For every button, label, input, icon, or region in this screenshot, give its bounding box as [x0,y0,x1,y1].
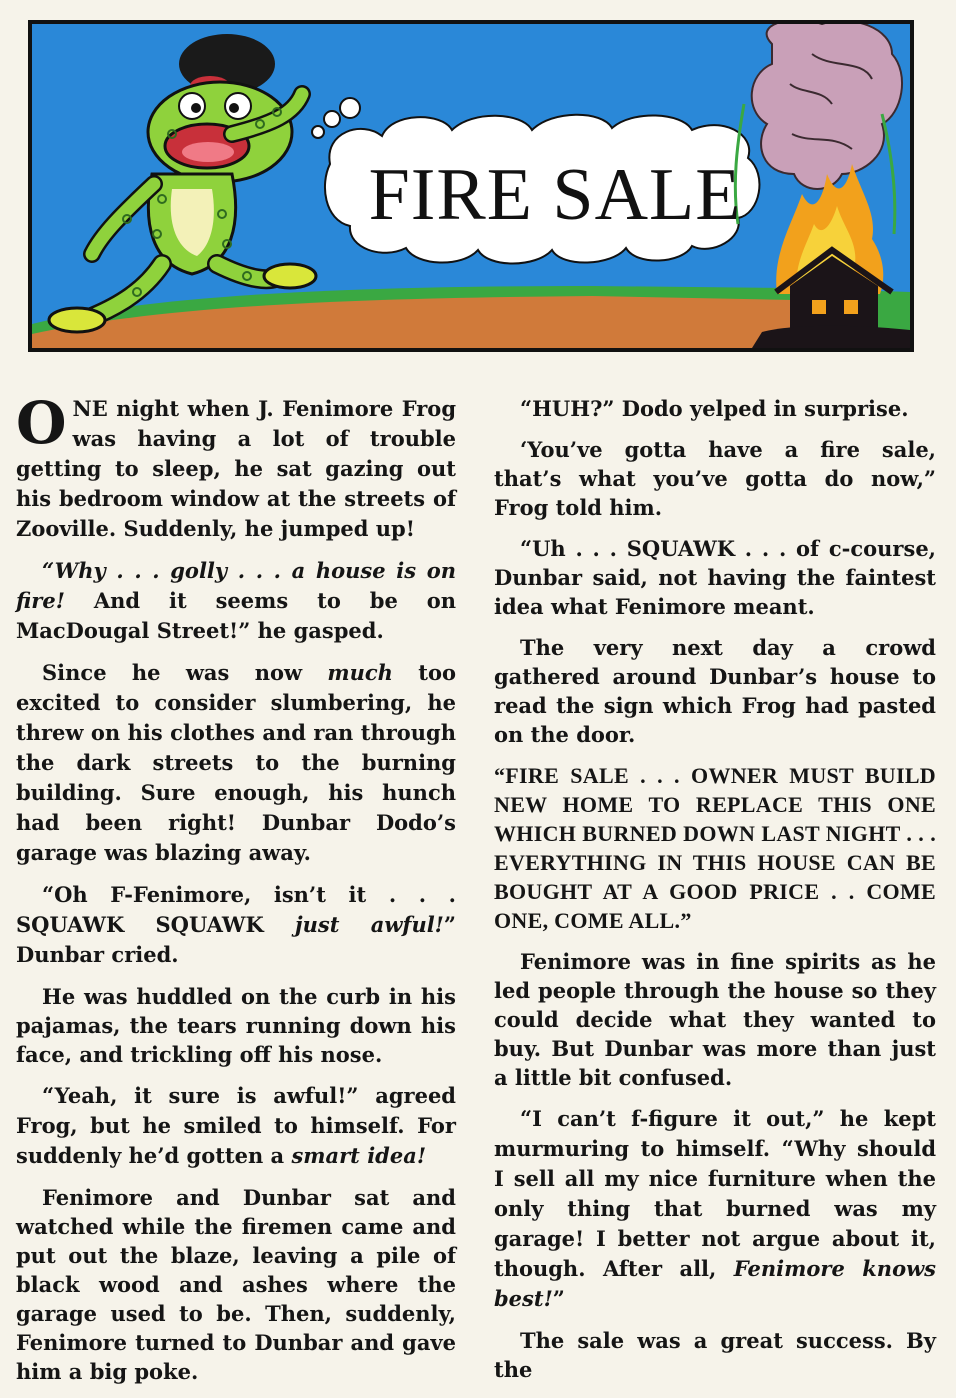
paragraph-9: ‘You’ve gotta have a fire sale, that’s what you’ve gotta do now,” Frog told him. [494,437,936,520]
title-cloud [350,136,760,254]
drop-cap: O [16,389,67,457]
paragraph-8: “HUH?” Dodo yelped in surprise. [520,396,909,421]
paragraph-7: Fenimore and Dunbar sat and watched while the firemen came and put out the blaze, leaving a pile of black wood and ashes where the garage used to be. Then, suddenly, Fenimore turned to Dunbar and gave him a big poke. [16,1185,456,1384]
left-column [16,389,457,1398]
paragraph-4: “Oh F-Fenimore, isn’t it . . . SQUAWK SQUAWK just awful!” Dunbar cried. [16,882,456,967]
story-title: FIRE SALE [368,153,742,236]
right-column [494,394,936,1396]
paragraph-2: “Why . . . golly . . . a house is on fire! And it seems to be on MacDougal Street!” he gasped. [16,558,456,643]
paragraph-10: “Uh . . . SQUAWK . . . of c-course, Dunbar said, not having the faintest idea what Fenimore meant. [494,536,936,619]
fire-sale-sign-text: “FIRE SALE . . . OWNER MUST BUILD NEW HOME TO REPLACE THIS ONE WHICH BURNED DOWN LAST NIGHT . . . EVERYTHING IN THIS HOUSE CAN BE BOUGHT AT A GOOD PRICE . . COME ONE, COME ALL.” [494,763,936,933]
paragraph-3: Since he was now much too excited to consider slumbering, he threw on his clothes and ran through the dark streets to the burning building. Sure enough, his hunch had been right! Dunbar Dodo’s garage was blazing away. [16,660,457,865]
paragraph-5: He was huddled on the curb in his pajamas, the tears running down his face, and trickling off his nose. [16,984,456,1067]
paragraph-13: “I can’t f-figure it out,” he kept murmuring to himself. “Why should I sell all my nice furniture when the only thing that burned was my garage! I better not argue about it, though. After all, Fenimore knows best!” [494,1106,936,1311]
paragraph-11: The very next day a crowd gathered around Dunbar’s house to read the sign which Frog had pasted on the door. [494,635,936,747]
frog-character-icon [49,34,316,332]
paragraph-14: The sale was a great success. By the [494,1328,936,1382]
paragraph-1: ONE night when J. Fenimore Frog was having a lot of trouble getting to sleep, he sat gazing out his bedroom window at the streets of Zooville. Suddenly, he jumped up! [16,389,456,541]
title-panel [28,20,914,352]
paragraph-12: Fenimore was in fine spirits as he led people through the house so they could decide what they wanted to buy. But Dunbar was more than just a little bit confused. [494,949,936,1090]
paragraph-6: “Yeah, it sure is awful!” agreed Frog, but he smiled to himself. For suddenly he’d gotten a smart idea! [16,1083,456,1168]
